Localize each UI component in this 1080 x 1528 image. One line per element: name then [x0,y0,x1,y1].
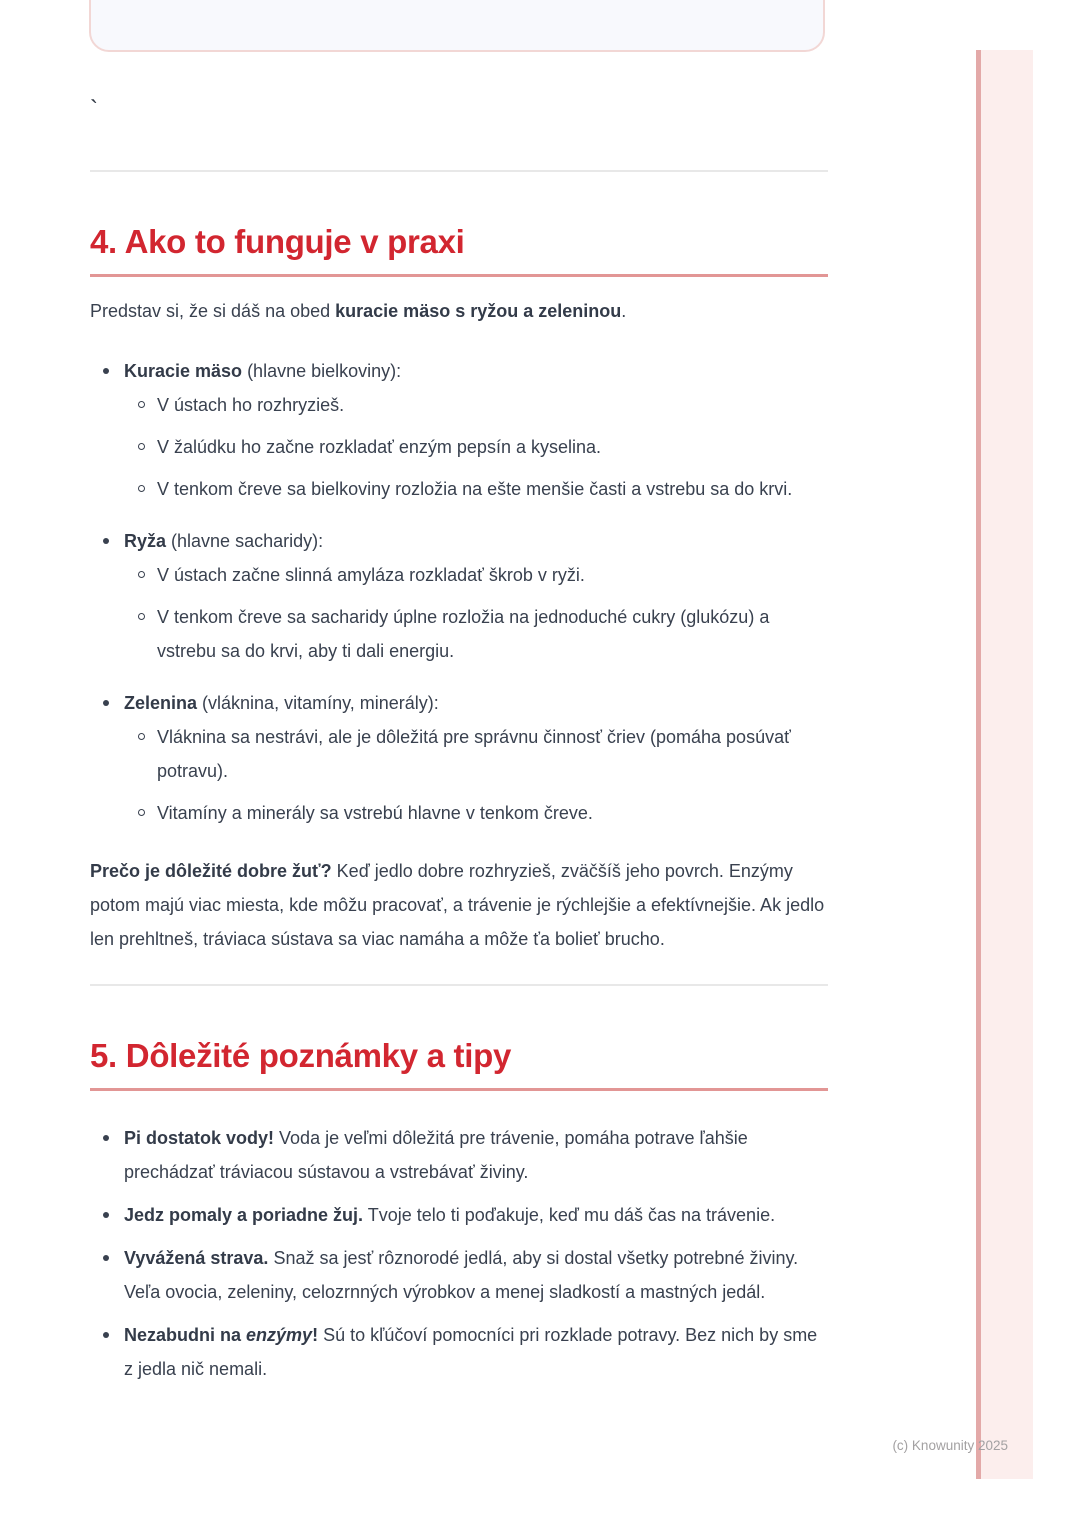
tip-lead-italic: enzýmy [246,1325,313,1345]
section-5-title-rule [90,1088,828,1091]
content-column [90,0,828,1386]
tip-lead-suffix: ! [312,1325,319,1345]
tips-list [90,1121,828,1386]
item-rest: (hlavne bielkoviny): [242,361,402,381]
list-item-label [124,686,828,720]
chewing-note [90,854,828,956]
tip-rest: Sú to kľúčoví pomocníci pri rozklade potravy. Bez nich by sme z jedla nič nemali. [124,1325,818,1379]
section-5-title: 5. Dôležité poznámky a tipy [90,1037,512,1074]
item-rest: (hlavne sacharidy): [166,531,324,551]
item-lead: Ryža [124,531,167,551]
list-item-label [124,524,828,558]
tip-rest: Voda je veľmi dôležitá pre trávenie, pomáha potrave ľahšie prechádzať tráviacou sústavou a vstrebávať živiny. [124,1128,748,1182]
tip-item-voda [90,1121,828,1189]
intro-bold: kuracie mäso s ryžou a zeleninou [335,301,622,321]
tip-lead: Jedz pomaly a poriadne žuj. [124,1205,364,1225]
section-divider-top [90,170,828,172]
sub-list [124,388,828,506]
stray-backtick: ` [90,96,98,123]
sub-list-item: V žalúdku ho začne rozkladať enzým pepsín a kyselina. [138,430,828,464]
sub-list [124,558,828,668]
list-item-kuracie-maso [90,354,828,506]
copyright-notice: (c) Knowunity 2025 [892,1438,1008,1453]
sub-list-item: Vláknina sa nestrávi, ale je dôležitá pre správnu činnosť čriev (pomáha posúvať potravu). [138,720,828,788]
section-4-title-rule [90,274,828,277]
sub-list-item: V ústach ho rozhryzieš. [138,388,828,422]
tip-item-strava [90,1241,828,1309]
section-4-intro [90,294,828,328]
list-item-ryza [90,524,828,668]
intro-suffix: . [621,301,627,321]
list-item-label [124,354,828,388]
tip-lead: Vyvážená strava. [124,1248,269,1268]
sub-list-item: V tenkom čreve sa bielkoviny rozložia na ešte menšie časti a vstrebu sa do krvi. [138,472,828,506]
tip-lead: Nezabudni na [124,1325,247,1345]
tip-rest: Tvoje telo ti poďakuje, keď mu dáš čas na trávenie. [363,1205,776,1225]
note-rest: Keď jedlo dobre rozhryzieš, zväčšíš jeho povrch. Enzýmy potom majú viac miesta, kde môžu pracovať, a trávenie je rýchlejšie a efektívnejšie. Ak jedlo len prehltneš, tráviaca sústava sa viac namáha a môže ťa bolieť brucho. [90,861,825,949]
section-divider-mid [90,984,828,986]
section-4-title: 4. Ako to funguje v praxi [90,223,465,260]
page-edge-bar [976,50,1033,1479]
sub-list-item: Vitamíny a minerály sa vstrebú hlavne v tenkom čreve. [138,796,828,830]
tip-item-enzymy [90,1318,828,1386]
item-lead: Zelenina [124,693,198,713]
note-lead: Prečo je dôležité dobre žuť? [90,861,332,881]
list-item-zelenina [90,686,828,830]
sub-list [124,720,828,830]
item-rest: (vláknina, vitamíny, minerály): [197,693,439,713]
sub-list-item: V ústach začne slinná amyláza rozkladať škrob v ryži. [138,558,828,592]
food-breakdown-list [90,354,828,830]
item-lead: Kuracie mäso [124,361,243,381]
tip-lead: Pi dostatok vody! [124,1128,275,1148]
sub-list-item: V tenkom čreve sa sacharidy úplne rozložia na jednoduché cukry (glukózu) a vstrebu sa do krvi, aby ti dali energiu. [138,600,828,668]
tip-item-pomaly [90,1198,828,1232]
intro-prefix: Predstav si, že si dáš na obed [90,301,336,321]
tip-rest: Snaž sa jesť rôznorodé jedlá, aby si dostal všetky potrebné živiny. Veľa ovocia, zeleniny, celozrnných výrobkov a menej sladkostí a mastných jedál. [124,1248,799,1302]
